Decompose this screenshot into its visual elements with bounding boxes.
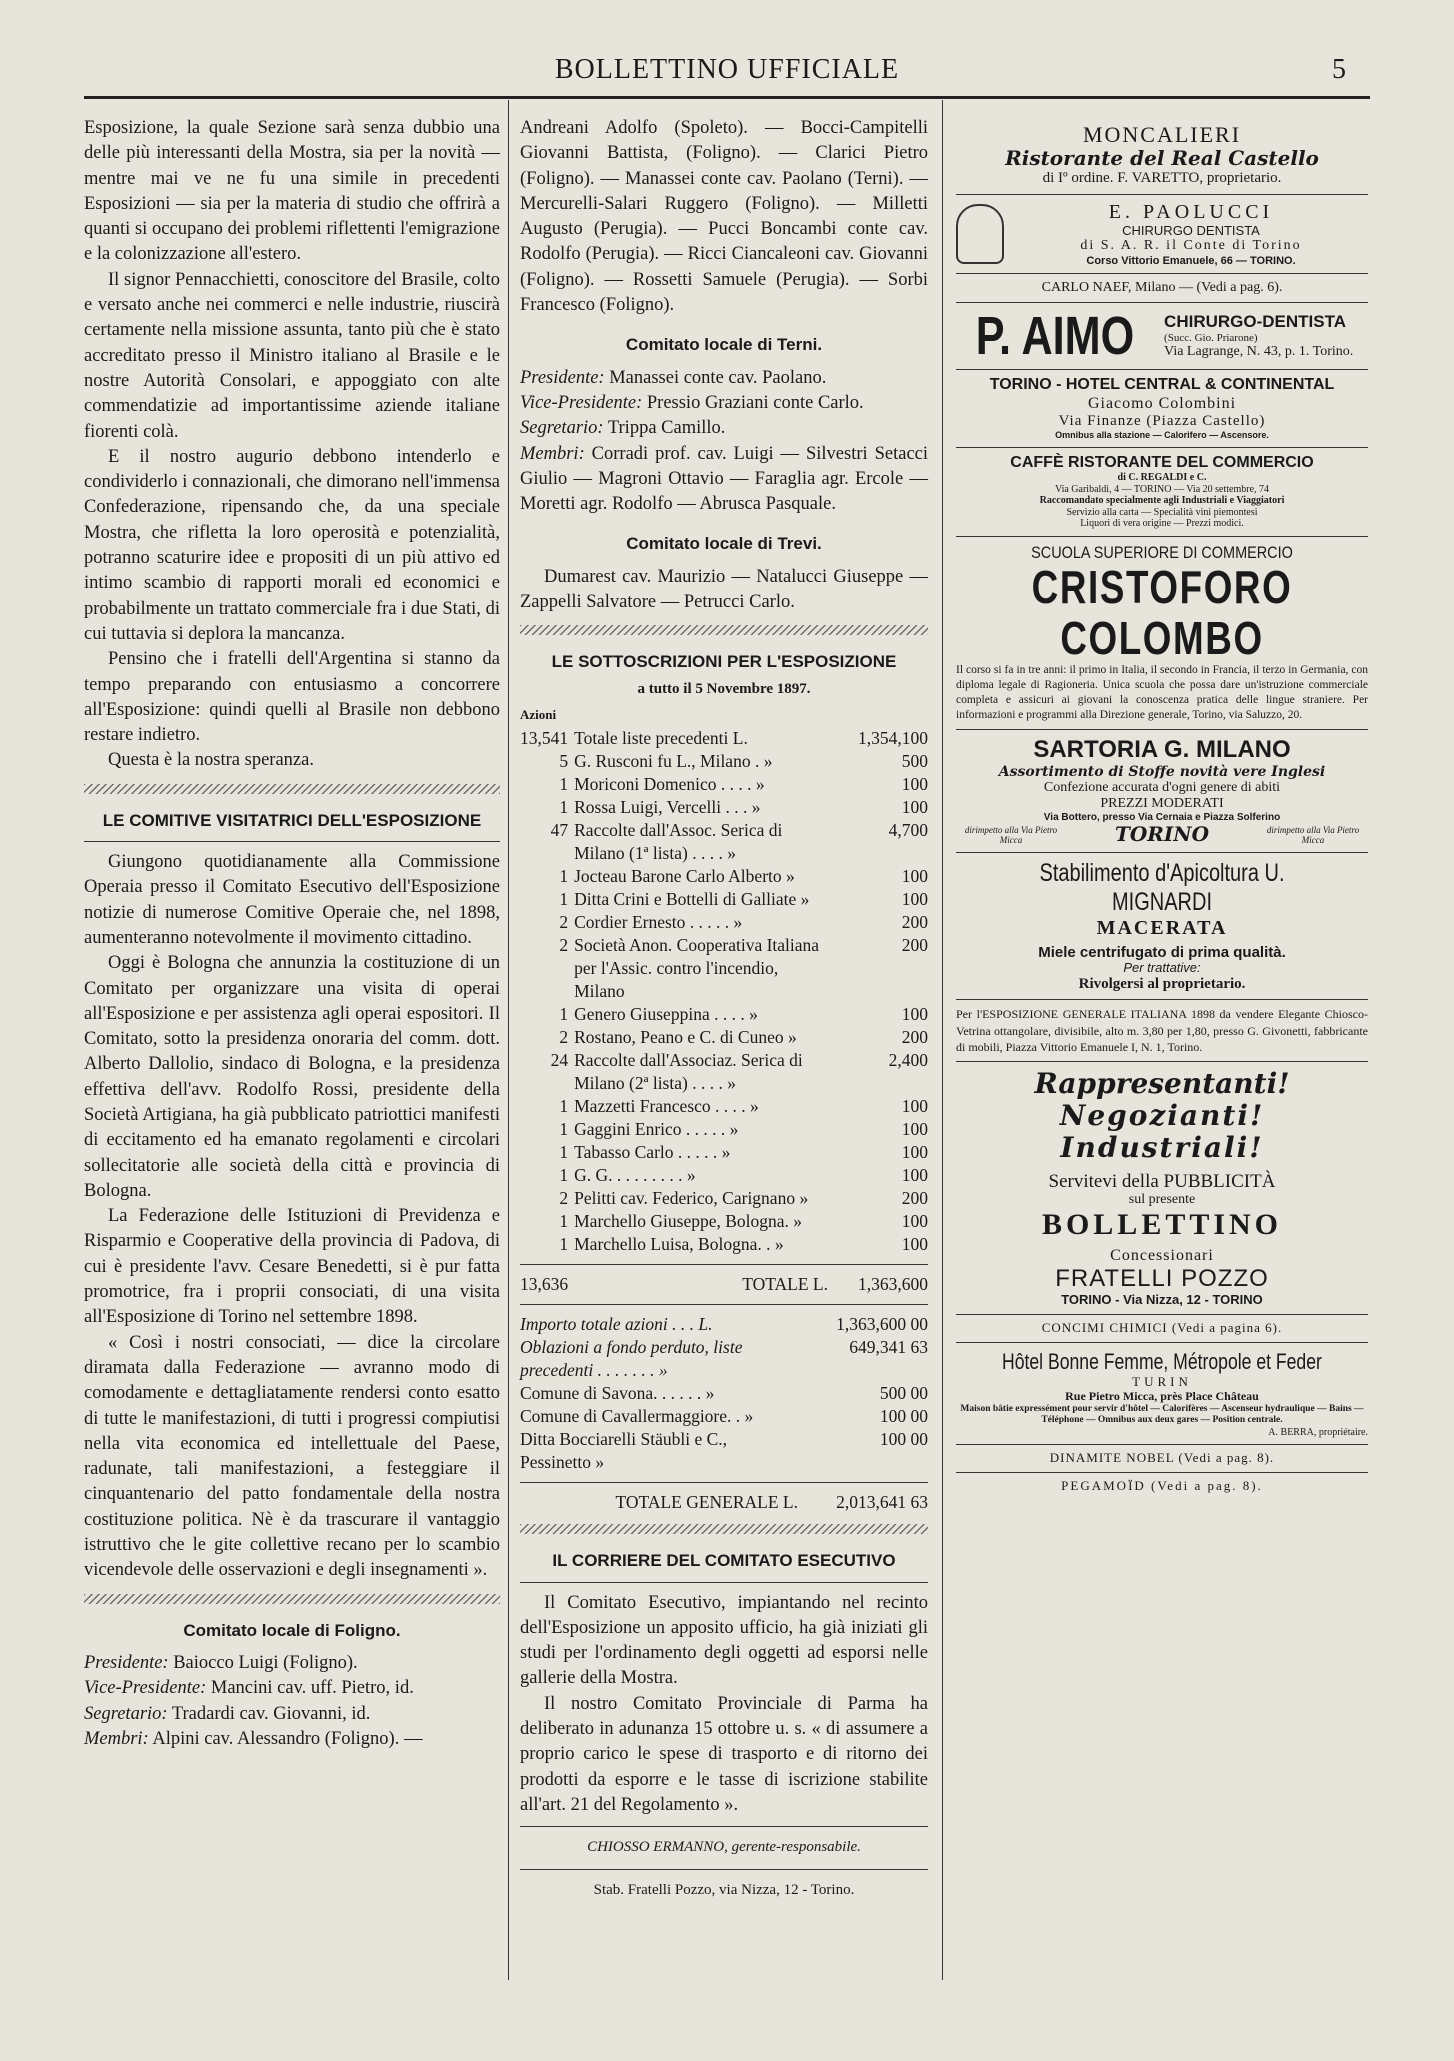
- paragraph: Questa è la nostra speranza.: [108, 750, 314, 771]
- importo-label: Ditta Bocciarelli Stäubli e C., Pessinetto »: [520, 1429, 728, 1473]
- wavy-divider: [84, 1594, 500, 1604]
- page-title: BOLLETTINO UFFICIALE: [554, 54, 900, 85]
- ad-title: P. AIMO: [975, 306, 1135, 367]
- ad-line: Maison bâtie expressément pour servir d'hôtel — Calorifères — Ascenseur hydraulique — Bains — Téléphone — Omnibus aux deux gares — Position centrale.: [960, 1403, 1364, 1426]
- importo-row: [520, 1382, 928, 1405]
- subscription-value: 100: [901, 889, 928, 910]
- importo-value: 649,341 63: [849, 1337, 928, 1358]
- ad-line: Servitevi della PUBBLICITÀ: [1048, 1170, 1276, 1192]
- ad-pegamoid: PEGAMOÏD (Vedi a pag. 8).: [1061, 1478, 1263, 1494]
- printer-line: Stab. Fratelli Pozzo, via Nizza, 12 - Torino.: [593, 1881, 855, 1898]
- subscription-row: [520, 1049, 928, 1095]
- ad-line: Assortimento di Stoffe novità vere Inglesi: [998, 763, 1326, 780]
- text: Manassei conte cav. Paolano.: [609, 367, 827, 388]
- column-ads: [956, 116, 1368, 1500]
- column-middle: [520, 116, 928, 1903]
- paragraph: Dumarest cav. Maurizio — Natalucci Giuseppe — Zappelli Salvatore — Petrucci Carlo.: [520, 566, 928, 613]
- ad-hotel-central: [956, 370, 1368, 447]
- ad-line: Giacomo Colombini: [1087, 394, 1237, 412]
- subscription-row: [520, 773, 928, 796]
- text: Corradi prof. cav. Luigi — Silvestri Setacci Giulio — Magroni Ottavio — Faraglia agr. Ercole — Moretti agr. Rodolfo — Abrusca Pasquale.: [520, 443, 929, 515]
- ad-line: Miele centrifugato di prima qualità.: [1038, 943, 1286, 961]
- ad-line: A. BERRA, propriétaire.: [1268, 1426, 1368, 1438]
- subscription-quantity: 2: [559, 912, 569, 933]
- grand-total-label: TOTALE GENERALE L.: [615, 1492, 798, 1513]
- subscription-quantity: 47: [550, 820, 569, 841]
- ad-line: Via Finanze (Piazza Castello): [1058, 413, 1266, 430]
- wavy-divider: [84, 784, 500, 794]
- ad-headline: Rappresentanti!: [1034, 1066, 1290, 1100]
- subscription-row: [520, 1026, 928, 1049]
- subscriptions-table: [520, 727, 928, 1256]
- subscription-name: Marchello Luisa, Bologna. . »: [574, 1234, 784, 1255]
- paragraph: Il Comitato Esecutivo, impiantando nel recinto dell'Esposizione un apposito ufficio, ha già iniziati gli studi per l'ordinamento degli oggetti ad esporsi nelle gallerie della Mostra.: [520, 1592, 928, 1689]
- ad-title: E. PAOLUCCI: [1108, 200, 1274, 223]
- subscription-name: Rossa Luigi, Vercelli . . . »: [574, 797, 761, 818]
- subscription-value: 100: [901, 1096, 928, 1117]
- subscription-name: Genero Giuseppina . . . . »: [574, 1004, 758, 1025]
- ad-hotel-bonne: [956, 1343, 1368, 1445]
- importo-row: [520, 1405, 928, 1428]
- ad-paolucci: [956, 195, 1368, 275]
- subscription-name: Cordier Ernesto . . . . . »: [574, 912, 743, 933]
- ad-line: (Succ. Gio. Priarone): [1164, 331, 1258, 344]
- subscription-name: Gaggini Enrico . . . . . »: [574, 1119, 739, 1140]
- importo-label: Comune di Cavallermaggiore. . »: [520, 1406, 754, 1427]
- ad-line: MACERATA: [1096, 916, 1228, 939]
- total-row: [520, 1273, 928, 1296]
- subscription-quantity: 1: [559, 1096, 569, 1117]
- page-header: [84, 50, 1370, 94]
- ad-line: dirimpetto alla Via Pietro Micca: [964, 824, 1058, 845]
- column-divider: [508, 100, 509, 1980]
- subscription-row: [520, 819, 928, 865]
- ad-brand: FRATELLI POZZO: [1055, 1265, 1269, 1293]
- divider: [84, 841, 500, 842]
- subscription-quantity: 1: [559, 889, 569, 910]
- ad-line: Via Bottero, presso Via Cernaia e Piazza Solferino: [1043, 811, 1281, 823]
- ad-line: sul presente: [1128, 1192, 1196, 1208]
- importo-label: Comune di Savona. . . . . . »: [520, 1383, 715, 1404]
- subscription-quantity: 2: [559, 935, 569, 956]
- ad-scuola: [956, 537, 1368, 730]
- ad-moncalieri: [956, 116, 1368, 195]
- subscription-quantity: 2: [559, 1027, 569, 1048]
- ad-headline: Industriali!: [1060, 1131, 1264, 1165]
- subscription-row: [520, 1095, 928, 1118]
- subscription-value: 200: [901, 1027, 928, 1048]
- subscription-quantity: 1: [559, 866, 569, 887]
- page-number: 5: [1332, 54, 1346, 85]
- grand-total-row: [520, 1491, 928, 1514]
- subscription-row: [520, 750, 928, 773]
- ad-title: CAFFÈ RISTORANTE DEL COMMERCIO: [1010, 453, 1314, 471]
- ad-headline: Negozianti!: [1059, 1099, 1265, 1133]
- ad-esposizione: Per l'ESPOSIZIONE GENERALE ITALIANA 1898 da vendere Elegante Chiosco-Vetrina ottangolare, divisibile, alto m. 3,80 per 1,80, presso G. Givonetti, fabbricante di mobili, Piazza Vittorio Emanuele I, N. 1, Torino.: [956, 1000, 1368, 1062]
- section-heading: LE COMITIVE VISITATRICI DELL'ESPOSIZIONE: [102, 810, 482, 830]
- ad-line: TORINO - Via Nizza, 12 - TORINO: [1061, 1291, 1263, 1307]
- section-heading: IL CORRIERE DEL COMITATO ESECUTIVO: [552, 1551, 896, 1571]
- text: Mancini cav. uff. Pietro, id.: [210, 1678, 414, 1699]
- importo-row: [520, 1336, 928, 1382]
- ad-brand: CRISTOFORO COLOMBO: [1031, 561, 1293, 664]
- paragraph: Esposizione, la quale Sezione sarà senza dubbio una delle più interessanti della Mostra, sia per la novità — mentre mai ve ne fu una simile in precedenti Esposizioni — sia per la materia di studio che offrirà a quanti si occupano dei problemi riflettenti l'emigrazione e la colonizzazione all'estero.: [84, 118, 500, 265]
- ad-apicoltura: [956, 853, 1368, 1000]
- ad-dinamite: DINAMITE NOBEL (Vedi a pag. 8).: [956, 1445, 1368, 1473]
- paragraph: Giungono quotidianamente alla Commissione Operaia presso il Comitato Esecutivo dell'Esposizione notizie di numerose Comitive Operaie che, nel 1898, aumenteranno notevolmente il movimento cittadino.: [84, 852, 500, 948]
- ad-line: Via Lagrange, N. 43, p. 1. Torino.: [1164, 344, 1354, 360]
- ad-line: Rivolgersi al proprietario.: [1078, 976, 1246, 993]
- subscription-row: [520, 888, 928, 911]
- subscription-row: [520, 1118, 928, 1141]
- ad-line: Confezione accurata d'ogni genere di abiti: [1043, 779, 1281, 795]
- ad-title: SCUOLA SUPERIORE DI COMMERCIO: [1031, 542, 1293, 562]
- divider: [520, 1582, 928, 1583]
- text: Pressio Graziani conte Carlo.: [646, 392, 864, 413]
- ad-line: di Iº ordine. F. VARETTO, proprietario.: [1042, 170, 1282, 187]
- subscription-quantity: 1: [559, 1165, 569, 1186]
- importo-label: Oblazioni a fondo perduto, liste precedenti . . . . . . . »: [520, 1337, 743, 1381]
- ad-line: PREZZI MODERATI: [1100, 795, 1224, 811]
- ad-aimo: [956, 303, 1368, 370]
- text: Tradardi cav. Giovanni, id.: [171, 1703, 371, 1724]
- subscription-name: Tabasso Carlo . . . . . »: [574, 1142, 731, 1163]
- column-left: [84, 116, 500, 1752]
- subscription-value: 100: [901, 1165, 928, 1186]
- subscription-value: 1,354,100: [858, 728, 928, 749]
- ad-line: di S. A. R. il Conte di Torino: [1080, 238, 1302, 254]
- ad-caffe: [956, 448, 1368, 537]
- subscription-quantity: 1: [559, 1142, 569, 1163]
- azioni-label: Azioni: [520, 706, 557, 722]
- subscription-value: 200: [901, 935, 928, 956]
- subscription-name: Pelitti cav. Federico, Carignano »: [574, 1188, 809, 1209]
- ad-line: Concessionari: [1110, 1246, 1214, 1264]
- section-heading: Comitato locale di Trevi.: [626, 534, 822, 554]
- subscription-value: 100: [901, 1142, 928, 1163]
- ad-title: SARTORIA G. MILANO: [1033, 736, 1291, 764]
- ad-line: Rue Pietro Micca, près Place Château: [1065, 1389, 1259, 1403]
- importo-value: 100 00: [879, 1406, 928, 1427]
- paragraph: Pensino che i fratelli dell'Argentina si stanno da tempo preparando con entusiasmo a concorrere all'Esposizione: quindi quelli al Brasile non debbono restare indietro.: [84, 649, 500, 746]
- paragraph: Il nostro Comitato Provinciale di Parma ha deliberato in adunanza 15 ottobre u. s. « di assumere a proprio carico le spese di trasporto e di ritorno dei prodotti da esporre e le tasse di iscrizione stabilite all'art. 21 del Regolamento ».: [520, 1693, 928, 1815]
- subscription-value: 100: [901, 866, 928, 887]
- importo-value: 500 00: [879, 1383, 928, 1404]
- ad-title: TORINO - HOTEL CENTRAL & CONTINENTAL: [989, 376, 1335, 394]
- ad-naef: CARLO NAEF, Milano — (Vedi a pag. 6).: [956, 274, 1368, 303]
- paragraph: E il nostro augurio debbono intenderlo e condividerlo i connazionali, che dimorano nell'immensa Confederazione, ripensando che, da una speciale Mostra, che rifletta la loro operosità e potenzialità, potranno scaturire idee e propositi di un più attivo ed intimo scambio di rapporti morali ed economici e probabilmente un trattato commerciale fra i due Stati, di cui tuttavia si deplora la mancanza.: [84, 446, 500, 644]
- ad-line: TURIN: [1132, 1374, 1192, 1390]
- total-value: 1,363,600: [858, 1274, 928, 1295]
- subscription-name: Società Anon. Cooperativa Italiana per l'Assic. contro l'incendio, Milano: [574, 935, 820, 1002]
- subscription-quantity: 1: [559, 1211, 569, 1232]
- subscription-row: [520, 1141, 928, 1164]
- subscription-quantity: 1: [559, 1119, 569, 1140]
- subscription-name: Jocteau Barone Carlo Alberto »: [574, 866, 795, 887]
- ad-pubblicita: [956, 1062, 1368, 1315]
- importo-value: 1,363,600 00: [836, 1314, 928, 1335]
- subscription-value: 200: [901, 1188, 928, 1209]
- label: Presidente:: [84, 1652, 169, 1673]
- subscription-name: Mazzetti Francesco . . . . »: [574, 1096, 759, 1117]
- text: Baiocco Luigi (Foligno).: [173, 1652, 358, 1673]
- total-quantity: 13,636: [520, 1274, 569, 1295]
- subtitle: a tutto il 5 Novembre 1897.: [637, 680, 811, 697]
- divider: [520, 1869, 928, 1870]
- ad-line: Servizio alla carta — Specialità vini piemontesi: [1066, 506, 1258, 518]
- ad-line: Via Garibaldi, 4 — TORINO — Via 20 settembre, 74: [1054, 483, 1270, 495]
- subscription-name: Moriconi Domenico . . . . »: [574, 774, 765, 795]
- ad-line: di C. REGALDI e C.: [1117, 472, 1207, 484]
- subscription-row: [520, 1187, 928, 1210]
- ad-brand: BOLLETTINO: [1041, 1208, 1283, 1242]
- importo-table: [520, 1313, 928, 1474]
- importo-label: Importo totale azioni . . . L.: [520, 1314, 713, 1335]
- ad-line: CHIRURGO DENTISTA: [1122, 222, 1260, 238]
- subscription-value: 200: [901, 912, 928, 933]
- subscription-name: G. Rusconi fu L., Milano . »: [574, 751, 773, 772]
- section-heading: LE SOTTOSCRIZIONI PER L'ESPOSIZIONE: [551, 652, 897, 672]
- gerente-line: CHIOSSO ERMANNO, gerente-responsabile.: [587, 1839, 861, 1856]
- ad-concimi: CONCIMI CHIMICI (Vedi a pagina 6).: [956, 1315, 1368, 1343]
- paragraph: Oggi è Bologna che annunzia la costituzione di un Comitato per organizzare una visita di operai all'Esposizione e per assistenza agli operai espositori. Il Comitato, sotto la presidenza onoraria del comm. dott. Alberto Dallolio, sindaco di Bologna, e la presidenza effettiva dell'avv. Rodolfo Rossi, presidente della Società Artigiana, ha già pubblicato patriottici manifesti di eccitamento ed ha emanato regolamenti e circolari sollecitatorie alle società della città e provincia di Bologna.: [84, 953, 500, 1201]
- subscription-quantity: 5: [559, 751, 569, 772]
- paragraph: « Così i nostri consociati, — dice la circolare diramata dalla Federazione — avranno modo di comodamente e dettagliatamente rendersi conto esatto di tutte le manifestazioni, di tutti i progressi compiutisi nella vita economica ed intellettuale del Paese, radunate, tali manifestazioni, a festeggiare il cinquantenario del patto fondamentale della nostra costituzione politica. Nè è da trascurare il vantaggio istruttivo che le gite collettive recano per lo scambio vicendevole delle osservazioni e degli insegnamenti ».: [84, 1332, 500, 1581]
- ad-line: dirimpetto alla Via Pietro Micca: [1266, 824, 1360, 845]
- importo-row: [520, 1428, 928, 1474]
- subscription-row: [520, 727, 928, 750]
- subscription-value: 100: [901, 774, 928, 795]
- subscription-quantity: 1: [559, 797, 569, 818]
- ad-subtitle: Ristorante del Real Castello: [1005, 146, 1319, 171]
- wavy-divider: [520, 1524, 928, 1534]
- subscription-name: Totale liste precedenti L.: [574, 728, 748, 749]
- subscription-row: [520, 1164, 928, 1187]
- ad-title: Hôtel Bonne Femme, Métropole et Feder: [1002, 1348, 1322, 1374]
- subscription-value: 100: [901, 1234, 928, 1255]
- subscription-row: [520, 934, 928, 1003]
- label: Segretario:: [84, 1703, 168, 1724]
- text: Alpini cav. Alessandro (Foligno). —: [152, 1728, 423, 1749]
- subscription-row: [520, 911, 928, 934]
- text: Trippa Camillo.: [607, 418, 726, 439]
- subscription-quantity: 1: [559, 1234, 569, 1255]
- subscription-row: [520, 1210, 928, 1233]
- subscription-name: Raccolte dall'Assoc. Serica di Milano (1ª lista) . . . . »: [574, 820, 783, 864]
- subscription-row: [520, 796, 928, 819]
- subscription-value: 4,700: [888, 820, 928, 841]
- paragraph: La Federazione delle Istituzioni di Previdenza e Risparmio e Cooperative della provincia di Padova, di cui è presidente l'avv. Cesare Benedetti, si è pur fatta promotrice, fra i proprii consociati, di una visita all'Esposizione di Torino nel settembre 1898.: [84, 1206, 500, 1328]
- subscription-row: [520, 1233, 928, 1256]
- paragraph: Il signor Pennacchietti, conoscitore del Brasile, colto e versato anche nei commerci e nelle industrie, riuscirà certamente nella missione assunta, tanto più che è stato accreditato presso il Ministro italiano al Brasile e le nostre Autorità Consolari, e appoggiato con alte commendatizie ad importantissime aziende italiane fiorenti colà.: [84, 269, 500, 442]
- divider: [520, 1826, 928, 1827]
- importo-value: 100 00: [879, 1429, 928, 1450]
- section-heading: Comitato locale di Terni.: [625, 335, 823, 355]
- divider: [520, 1304, 928, 1305]
- subscription-value: 2,400: [888, 1050, 928, 1071]
- subscription-name: Raccolte dall'Associaz. Serica di Milano (2ª lista) . . . . »: [574, 1050, 803, 1094]
- header-rule: [84, 96, 1370, 99]
- ad-line: Omnibus alla stazione — Calorifero — Ascensore.: [1055, 430, 1269, 441]
- divider: [520, 1264, 928, 1265]
- subscription-name: G. G. . . . . . . . . »: [574, 1165, 696, 1186]
- label: Membri:: [520, 443, 585, 464]
- ad-text: Il corso si fa in tre anni: il primo in Italia, il secondo in Francia, il terzo in Germania, con diploma legale di Ragioneria. Unica scuola che possa dare un'istruzione commerciale completa e assicuri ai giovani la conoscenza pratica delle lingue straniere. Per informazioni e programmi alla Direzione generale, Torino, via Saluzzo, 20.: [956, 664, 1368, 722]
- subscription-name: Rostano, Peano e C. di Cuneo »: [574, 1027, 797, 1048]
- label: Membri:: [84, 1728, 149, 1749]
- subscription-value: 500: [901, 751, 928, 772]
- subscription-name: Ditta Crini e Bottelli di Galliate »: [574, 889, 810, 910]
- paragraph: Andreani Adolfo (Spoleto). — Bocci-Campitelli Giovanni Battista, (Foligno). — Clarici Pietro (Foligno). — Manassei conte cav. Paolano (Terni). — Mercurelli-Salari Ruggero (Foligno). — Milletti Augusto (Perugia). — Pucci Boncambi conte cav. Rodolfo (Perugia). — Ricci Ciancaleoni cav. Giovanni (Foligno). — Rossetti Samuele (Perugia). — Sorbi Francesco (Foligno).: [520, 118, 928, 316]
- subscription-value: 100: [901, 797, 928, 818]
- subscription-quantity: 24: [550, 1050, 569, 1071]
- section-heading: Comitato locale di Foligno.: [183, 1620, 401, 1640]
- subscription-value: 100: [901, 1211, 928, 1232]
- ad-line: Raccomandato specialmente agli Industriali e Viaggiatori: [1039, 495, 1285, 507]
- subscription-name: Marchello Giuseppe, Bologna. »: [574, 1211, 803, 1232]
- subscription-row: [520, 865, 928, 888]
- subscription-row: [520, 1003, 928, 1026]
- total-label: TOTALE L.: [742, 1274, 828, 1295]
- subscription-quantity: 1: [559, 774, 569, 795]
- divider: [520, 1482, 928, 1483]
- label: Segretario:: [520, 418, 604, 439]
- subscription-quantity: 2: [559, 1188, 569, 1209]
- ad-title: MONCALIERI: [1082, 122, 1242, 147]
- ad-title: Stabilimento d'Apicoltura U. MIGNARDI: [1039, 859, 1285, 917]
- wavy-divider: [520, 625, 928, 635]
- ad-line: Per trattative:: [1123, 960, 1201, 976]
- label: Presidente:: [520, 367, 605, 388]
- subscription-value: 100: [901, 1004, 928, 1025]
- ad-line: Corso Vittorio Emanuele, 66 — TORINO.: [1086, 254, 1296, 267]
- ad-line: CHIRURGO-DENTISTA: [1164, 312, 1346, 332]
- grand-total-value: 2,013,641 63: [836, 1492, 928, 1513]
- subscription-value: 100: [901, 1119, 928, 1140]
- ad-line: TORINO: [1115, 822, 1209, 847]
- royal-crest-icon: [956, 204, 1004, 264]
- label: Vice-Presidente:: [84, 1678, 207, 1699]
- column-divider: [942, 100, 943, 1980]
- ad-line: Liquori di vera origine — Prezzi modici.: [1080, 518, 1244, 530]
- ad-sartoria: [956, 730, 1368, 853]
- importo-row: [520, 1313, 928, 1336]
- label: Vice-Presidente:: [520, 392, 643, 413]
- subscription-quantity: 1: [559, 1004, 569, 1025]
- subscription-quantity: 13,541: [520, 728, 569, 749]
